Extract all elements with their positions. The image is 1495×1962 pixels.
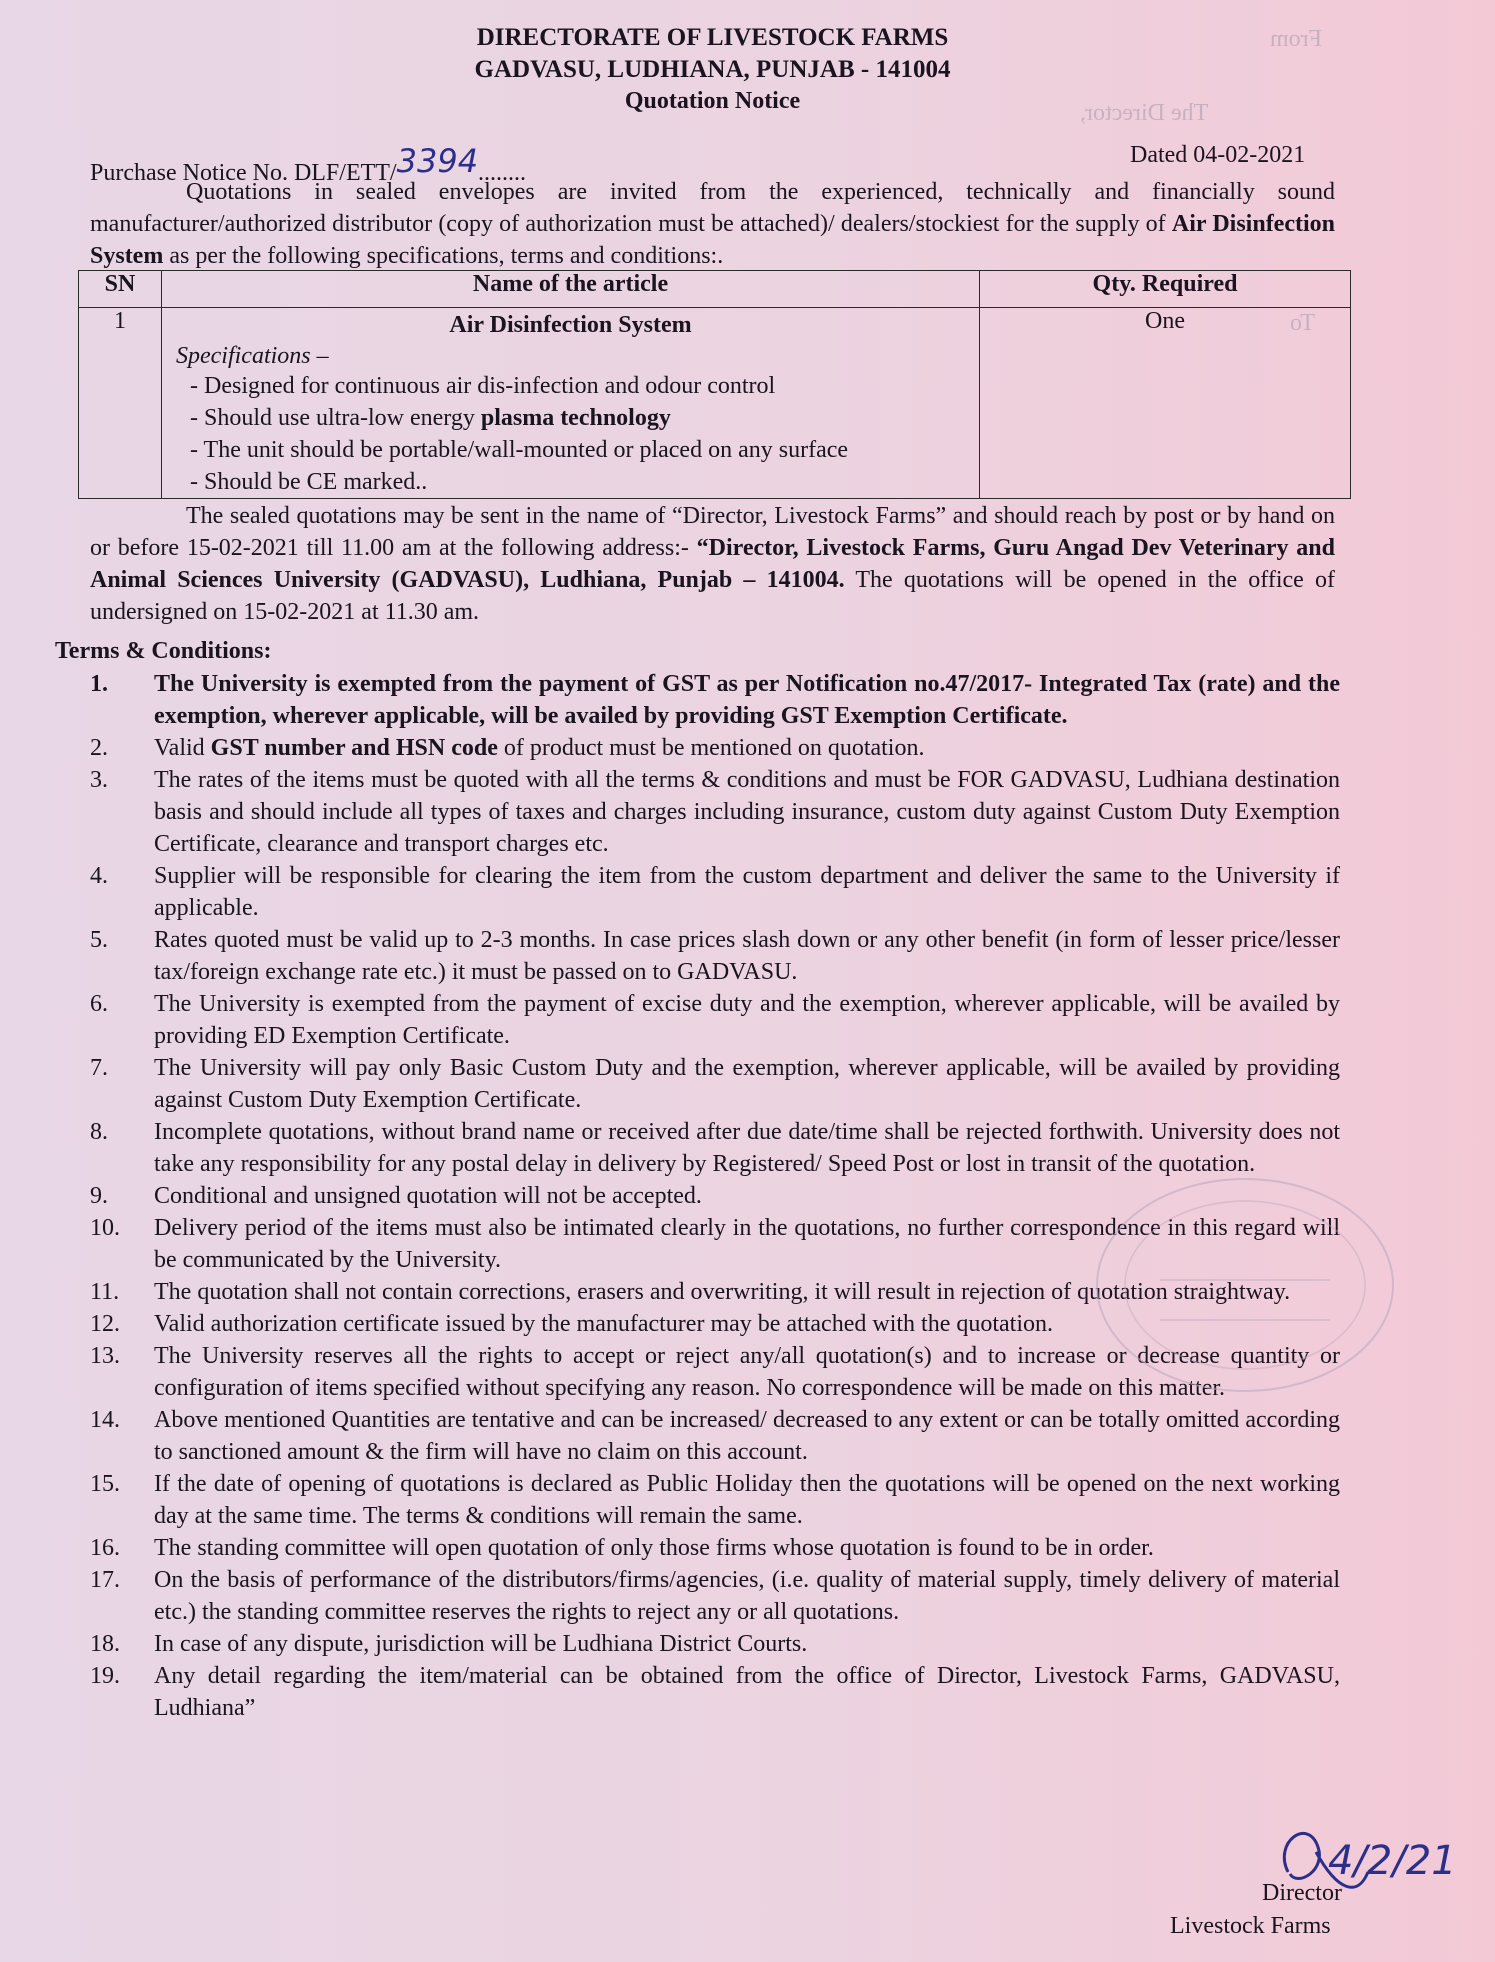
term-text: Rates quoted must be valid up to 2-3 months. In case prices slash down or any other benefit (in form of lesser price/lesser tax/foreign exchange rate etc.) it must be passed on to GADVASU. (154, 927, 1340, 985)
term-text: The University will pay only Basic Custom Duty and the exemption, wherever applicable, will be availed by providing against Custom Duty Exemption Certificate. (154, 1055, 1340, 1113)
article-title: Air Disinfection System (449, 312, 692, 338)
table-header-row (79, 271, 1351, 308)
term-number: 8. (90, 1119, 108, 1145)
intro-text-end: as per the following specifications, terms and conditions:. (163, 243, 724, 269)
submission-text: The sealed quotations may be sent in the name of “Director, Livestock Farms” and should reach by post or by hand on or before 15-02-2021 till 11.00 am at the following address:- (90, 503, 1335, 561)
col-header-name: Name of the article (162, 271, 980, 308)
term-text: The University is exempted from the payment of excise duty and the exemption, wherever applicable, will be availed by providing ED Exemption Certificate. (154, 991, 1340, 1049)
term-number: 10. (90, 1215, 120, 1241)
term-item (90, 988, 1340, 1052)
notice-date: Dated 04-02-2021 (1130, 142, 1306, 168)
term-text: Any detail regarding the item/material can be obtained from the office of Director, Livestock Farms, GADVASU, Ludhiana” (154, 1663, 1340, 1721)
purchase-notice-label: Purchase Notice No. DLF/ETT/ (90, 160, 397, 186)
term-bold: GST number and HSN code (210, 735, 498, 761)
term-text: Delivery period of the items must also be intimated clearly in the quotations, no further correspondence in this regard will be communicated by the University. (154, 1215, 1340, 1273)
term-number: 6. (90, 991, 108, 1017)
term-text: In case of any dispute, jurisdiction will be Ludhiana District Courts. (154, 1631, 808, 1657)
term-item (90, 732, 1340, 764)
spec-item: - Designed for continuous air dis-infection and odour control (190, 373, 776, 399)
spec-item: - Should use ultra-low energy plasma technology (190, 405, 671, 431)
term-number: 15. (90, 1471, 120, 1497)
term-text: The University is exempted from the payment of GST as per Notification no.47/2017- Integrated Tax (rate) and the exemption, wherever applicable, will be availed by providing GST Exemption Certificate. (154, 671, 1340, 729)
term-number: 9. (90, 1183, 108, 1209)
spec-item: - Should be CE marked.. (190, 469, 428, 495)
term-number: 2. (90, 735, 108, 761)
submission-opening: The quotations will be opened in the office of undersigned on 15-02-2021 at 11.30 am. (90, 567, 1335, 625)
term-text: Incomplete quotations, without brand name or received after due date/time shall be rejected forthwith. University does not take any responsibility for any postal delay in delivery by Registered/ Speed Post or lost in transit of the quotation. (154, 1119, 1340, 1177)
receipt-stamp (1090, 1170, 1400, 1400)
term-number: 1. (90, 671, 108, 697)
header-title: Quotation Notice (624, 88, 801, 114)
term-number: 12. (90, 1311, 120, 1337)
term-number: 3. (90, 767, 108, 793)
table-row (79, 308, 1351, 499)
signatory-org: Livestock Farms (1170, 1913, 1331, 1939)
term-text: Above mentioned Quantities are tentative and can be increased/ decreased to any extent or can be totally omitted according to sanctioned amount & the firm will have no claim on this account. (154, 1407, 1340, 1465)
bleed-through-text: To (1290, 310, 1315, 336)
term-text: The rates of the items must be quoted with all the terms & conditions and must be FOR GADVASU, Ludhiana destination basis and should include all types of taxes and charges including insurance, custom duty against Custom Duty Exemption Certificate, clearance and transport charges etc. (154, 767, 1340, 857)
row-article (162, 308, 980, 499)
row-sn: 1 (79, 308, 162, 499)
term-number: 4. (90, 863, 108, 889)
term-item (90, 1660, 1340, 1724)
signatory-title: Director (1262, 1880, 1342, 1906)
term-text: The University reserves all the rights to accept or reject any/all quotation(s) and to increase or decrease quantity or configuration of items specified without specifying any reason. No correspondence will be made on this matter. (154, 1343, 1340, 1401)
term-text: Conditional and unsigned quotation will not be accepted. (154, 1183, 702, 1209)
submission-address: “Director, Livestock Farms, Guru Angad Dev Veterinary and Animal Sciences University (GADVASU), Ludhiana, Punjab – 141004. (90, 535, 1335, 593)
spec-item: - The unit should be portable/wall-mounted or placed on any surface (190, 437, 849, 463)
term-item (90, 668, 1340, 732)
term-text: On the basis of performance of the distributors/firms/agencies, (i.e. quality of material supply, timely delivery of material etc.) the standing committee reserves the rights to reject any or all quotations. (154, 1567, 1340, 1625)
term-number: 7. (90, 1055, 108, 1081)
spec-bold: plasma technology (480, 405, 671, 431)
intro-text: Quotations in sealed envelopes are invited from the experienced, technically and financially sound manufacturer/authorized distributor (copy of authorization must be attached)/ dealers/stockiest for the supply of (90, 179, 1335, 237)
term-text: The quotation shall not contain corrections, erasers and overwriting, it will result in rejection of quotation straightway. (154, 1279, 1291, 1305)
term-item (90, 1052, 1340, 1116)
term-item (90, 1468, 1340, 1532)
term-item (90, 1564, 1340, 1628)
header-address: GADVASU, LUDHIANA, PUNJAB - 141004 (474, 56, 951, 83)
col-header-sn: SN (79, 271, 162, 308)
purchase-notice-number: 3394 (396, 142, 479, 180)
spec-heading: Specifications – (176, 343, 329, 369)
term-number: 18. (90, 1631, 120, 1657)
bleed-through-text: The Director, (1080, 100, 1209, 126)
term-number: 13. (90, 1343, 120, 1369)
intro-paragraph (90, 176, 1335, 272)
bleed-through-text: From (1270, 26, 1323, 52)
term-text: If the date of opening of quotations is declared as Public Holiday then the quotations will be opened on the next working day at the same time. The terms & conditions will remain the same. (154, 1471, 1340, 1529)
signature-date: 4/2/21 (1328, 1838, 1457, 1884)
term-item (90, 1404, 1340, 1468)
term-text: Valid authorization certificate issued by the manufacturer may be attached with the quotation. (154, 1311, 1054, 1337)
term-number: 17. (90, 1567, 120, 1593)
submission-paragraph (90, 500, 1335, 628)
intro-item-name: Air Disinfection System (90, 211, 1335, 269)
terms-heading: Terms & Conditions: (55, 638, 272, 664)
term-item (90, 860, 1340, 924)
row-qty: One (980, 308, 1351, 499)
term-item (90, 764, 1340, 860)
term-number: 14. (90, 1407, 120, 1433)
term-number: 16. (90, 1535, 120, 1561)
term-number: 11. (90, 1279, 120, 1305)
items-table (78, 270, 1351, 499)
term-text: The standing committee will open quotation of only those firms whose quotation is found to be in order. (154, 1535, 1154, 1561)
term-item (90, 1532, 1340, 1564)
term-number: 19. (90, 1663, 120, 1689)
term-text: Supplier will be responsible for clearing the item from the custom department and deliver the same to the University if applicable. (154, 863, 1340, 921)
header-directorate: DIRECTORATE OF LIVESTOCK FARMS (476, 24, 949, 51)
term-item (90, 924, 1340, 988)
col-header-qty: Qty. Required (980, 271, 1351, 308)
term-text: Valid GST number and HSN code of product must be mentioned on quotation. (154, 735, 925, 761)
term-number: 5. (90, 927, 108, 953)
term-item (90, 1628, 1340, 1660)
purchase-notice-line: Purchase Notice No. DLF/ETT/3394........ (90, 142, 527, 186)
